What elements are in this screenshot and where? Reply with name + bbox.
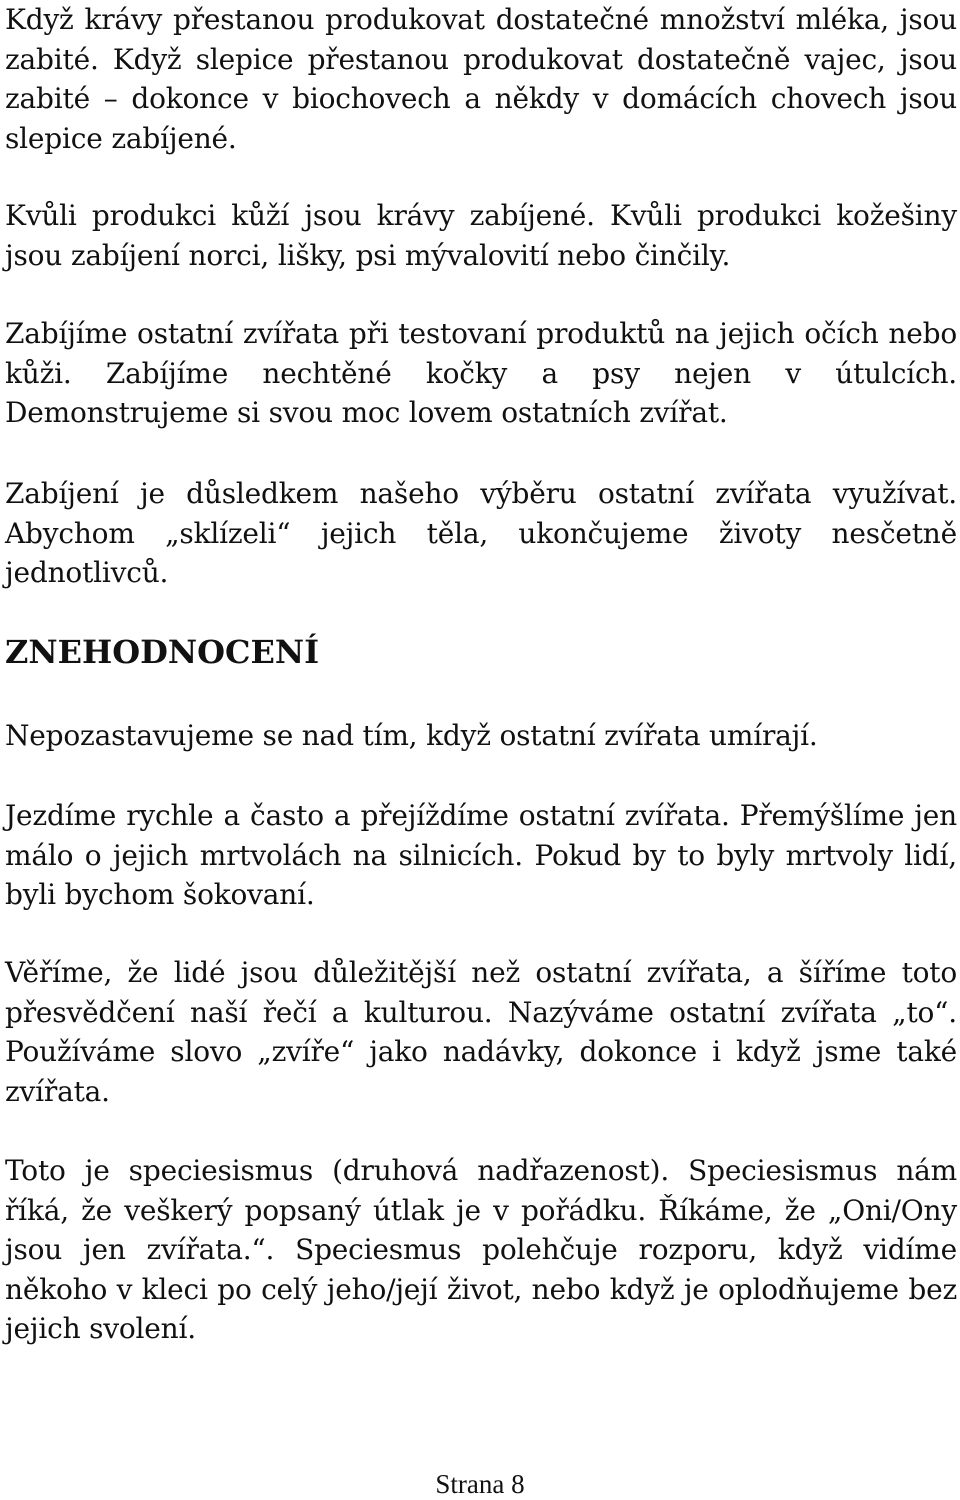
page-number: Strana 8 xyxy=(435,1469,525,1499)
paragraph-speciesism: Toto je speciesismus (druhová nadřazenost). Speciesismus nám říká, že veškerý popsaný útlak je v pořádku. Říkáme, že „Oni/Ony jsou jen zvířata.“. Speciesmus polehčuje rozporu, když vidíme někoho v kleci po celý jeho/její život, nebo když je oplodňujeme bez jejich svolení. xyxy=(5,1154,957,1346)
paragraph-indifference: Nepozastavujeme se nad tím, když ostatní zvířata umírají. xyxy=(5,719,818,752)
paragraph-killing-consequence: Zabíjení je důsledkem našeho výběru ostatní zvířata využívat. Abychom „sklízeli“ jejich těla, ukončujeme životy nesčetně jednotlivců. xyxy=(5,477,957,590)
paragraph-language-culture: Věříme, že lidé jsou důležitější než ostatní zvířata, a šíříme toto přesvědčení naší řečí a kulturou. Nazýváme ostatní zvířata „to“. Používáme slovo „zvíře“ jako nadávky, dokonce i když jsme také zvířata. xyxy=(5,956,957,1108)
paragraph-leather-fur: Kvůli produkci kůží jsou krávy zabíjené. Kvůli produkci kožešiny jsou zabíjení norci, lišky, psi mývalovití nebo činčily. xyxy=(5,199,957,272)
paragraph-dairy-eggs: Když krávy přestanou produkovat dostatečné množství mléka, jsou zabité. Když slepice přestanou produkovat dostatečně vajec, jsou zabité – dokonce v biochovech a někdy v domácích chovech jsou slepice zabíjené. xyxy=(5,3,957,155)
paragraph-roadkill: Jezdíme rychle a často a přejíždíme ostatní zvířata. Přemýšlíme jen málo o jejich mrtvolách na silnicích. Pokud by to byly mrtvoly lidí, byli bychom šokovaní. xyxy=(5,799,957,912)
paragraph-testing-shelters: Zabíjíme ostatní zvířata při testovaní produktů na jejich očích nebo kůži. Zabíjíme nechtěné kočky a psy nejen v útulcích. Demonstrujeme si svou moc lovem ostatních zvířat. xyxy=(5,317,957,430)
section-heading: ZNEHODNOCENÍ xyxy=(5,633,320,671)
